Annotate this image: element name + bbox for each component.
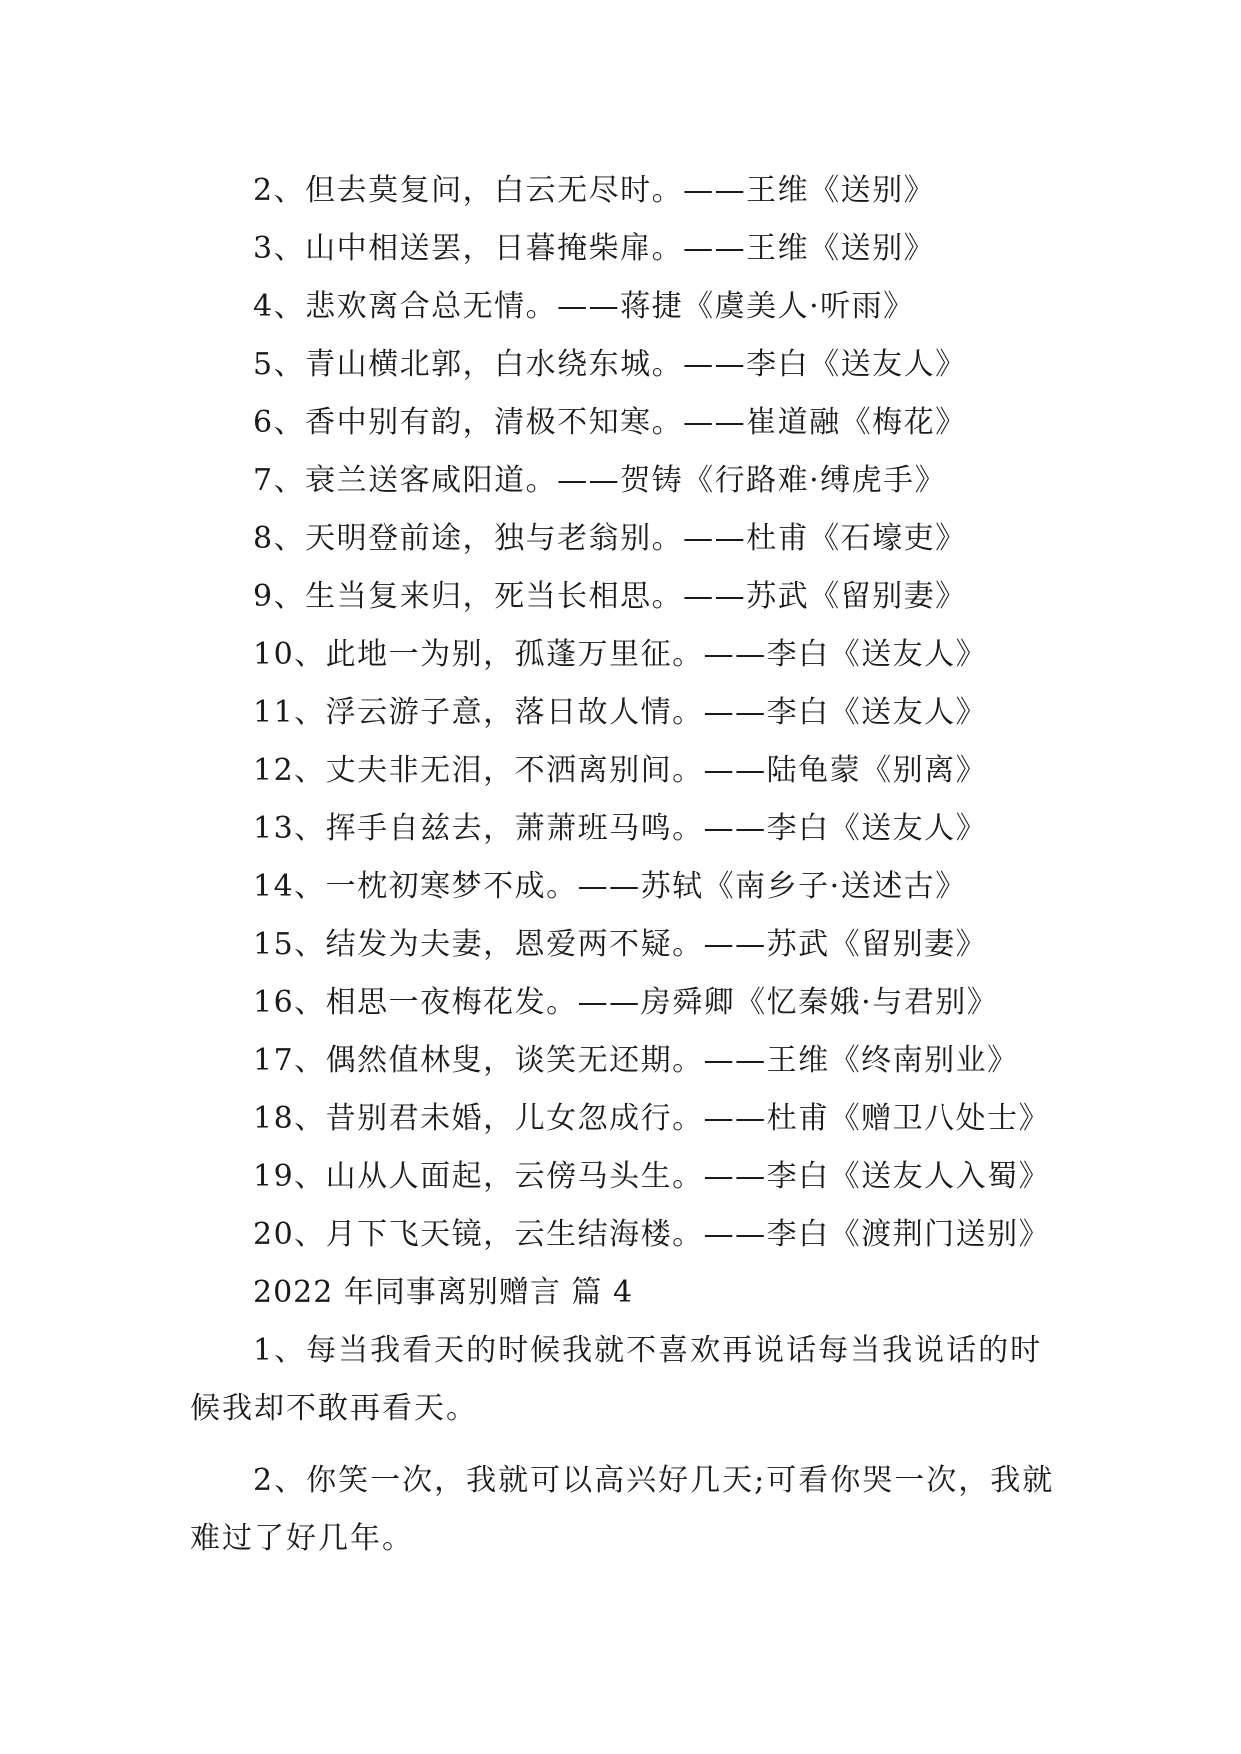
quote-line: 2、但去莫复问，白云无尽时。——王维《送别》 bbox=[253, 173, 936, 208]
quote-line: 3、山中相送罢，日暮掩柴扉。——王维《送别》 bbox=[253, 231, 936, 266]
quote-line: 19、山从人面起，云傍马头生。——李白《送友人入蜀》 bbox=[253, 1159, 1051, 1194]
document-body bbox=[190, 162, 1070, 1582]
quote-line: 13、挥手自兹去，萧萧班马鸣。——李白《送友人》 bbox=[253, 811, 988, 846]
paragraph: 1、每当我看天的时候我就不喜欢再说话每当我说话的时候我却不敢再看天。 bbox=[190, 1333, 1043, 1426]
quote-line: 17、偶然值林叟，谈笑无还期。——王维《终南别业》 bbox=[253, 1043, 1019, 1078]
quote-line: 9、生当复来归，死当长相思。——苏武《留别妻》 bbox=[253, 579, 967, 614]
section-heading: 2022 年同事离别赠言 篇 4 bbox=[253, 1275, 634, 1310]
quote-line: 15、结发为夫妻，恩爱两不疑。——苏武《留别妻》 bbox=[253, 927, 988, 962]
quote-line: 5、青山横北郭，白水绕东城。——李白《送友人》 bbox=[253, 347, 967, 382]
quote-line: 6、香中别有韵，清极不知寒。——崔道融《梅花》 bbox=[253, 405, 967, 440]
quote-line: 4、悲欢离合总无情。——蒋捷《虞美人·听雨》 bbox=[253, 289, 915, 324]
quote-line: 16、相思一夜梅花发。——房舜卿《忆秦娥·与君别》 bbox=[253, 985, 999, 1020]
quote-line: 8、天明登前途，独与老翁别。——杜甫《石壕吏》 bbox=[253, 521, 967, 556]
quote-line: 20、月下飞天镜，云生结海楼。——李白《渡荆门送别》 bbox=[253, 1217, 1051, 1252]
quote-line: 7、衰兰送客咸阳道。——贺铸《行路难·缚虎手》 bbox=[253, 463, 947, 498]
quote-line: 11、浮云游子意，落日故人情。——李白《送友人》 bbox=[253, 695, 988, 730]
quote-line: 10、此地一为别，孤蓬万里征。——李白《送友人》 bbox=[253, 637, 988, 672]
paragraph: 2、你笑一次，我就可以高兴好几天;可看你哭一次，我就难过了好几年。 bbox=[190, 1463, 1055, 1556]
quote-line: 12、丈夫非无泪，不洒离别间。——陆龟蒙《别离》 bbox=[253, 753, 988, 788]
quote-line: 18、昔别君未婚，儿女忽成行。——杜甫《赠卫八处士》 bbox=[253, 1101, 1051, 1136]
quote-line: 14、一枕初寒梦不成。——苏轼《南乡子·送述古》 bbox=[253, 869, 967, 904]
